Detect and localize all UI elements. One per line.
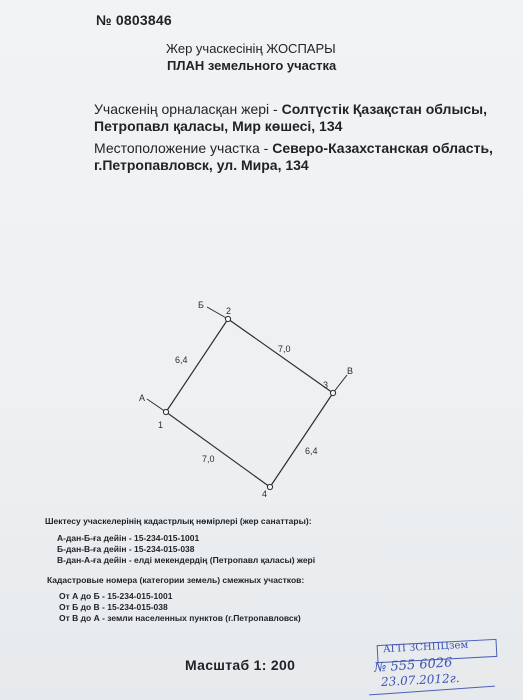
corner-tick-b bbox=[207, 307, 228, 319]
neighbor-russian-1: От А до Б - 15-234-015-1001 bbox=[59, 591, 173, 601]
plot-vertices bbox=[163, 316, 335, 489]
stamp-date: 23.07.2012г. bbox=[380, 670, 460, 690]
location-kazakh-line-2: Петропавл қаласы, Мир көшесі, 134 bbox=[94, 118, 343, 134]
plan-scale: Масштаб 1: 200 bbox=[185, 657, 296, 673]
location-kazakh-label: Учаскенің орналасқан жері - bbox=[94, 101, 282, 117]
neighbor-kazakh-1: А-дан-Б-ға дейін - 15-234-015-1001 bbox=[57, 533, 200, 543]
neighbors-russian-heading: Кадастровые номера (категории земель) смежных участков: bbox=[47, 575, 305, 585]
vertex-point-1 bbox=[163, 409, 168, 414]
land-plot-plan bbox=[0, 290, 523, 505]
location-russian-line-1 bbox=[94, 140, 493, 157]
location-kazakh-value: Солтүстік Қазақстан облысы, bbox=[281, 101, 488, 117]
side-length-3-4: 6,4 bbox=[305, 446, 318, 456]
side-length-1-2: 6,4 bbox=[175, 355, 188, 365]
corner-tick-v bbox=[333, 375, 347, 393]
location-russian-value: Северо-Казахстанская область, bbox=[272, 140, 493, 156]
document-number: № 0803846 bbox=[96, 12, 172, 28]
vertex-point-3 bbox=[330, 390, 335, 395]
vertex-point-4 bbox=[267, 484, 272, 489]
stamp-number: № 555 6026 bbox=[373, 655, 453, 676]
corner-letter-v: В bbox=[347, 366, 354, 376]
corner-letter-a: А bbox=[139, 393, 146, 403]
title-russian: ПЛАН земельного участка bbox=[167, 58, 337, 73]
stamp-organization: АГП ЗСНПЦзем bbox=[382, 639, 469, 656]
vertex-label-1: 1 bbox=[158, 420, 164, 430]
title-kazakh: Жер учаскесінің ЖОСПАРЫ bbox=[166, 41, 336, 56]
vertex-label-2: 2 bbox=[226, 306, 232, 316]
neighbor-kazakh-2: Б-дан-В-ға дейін - 15-234-015-038 bbox=[57, 544, 195, 554]
vertex-point-2 bbox=[225, 316, 230, 321]
side-length-4-1: 7,0 bbox=[202, 454, 215, 464]
registration-stamp bbox=[369, 640, 509, 692]
corner-tick-a bbox=[147, 399, 166, 412]
neighbor-kazakh-3: В-дан-А-ға дейін - елді мекендердің (Петропавл қаласы) жері bbox=[57, 555, 316, 565]
neighbors-kazakh-heading: Шектесу учаскелерінің кадастрлық нөмірлері (жер санаттары): bbox=[45, 516, 312, 526]
location-russian-label: Местоположение участка - bbox=[94, 140, 273, 156]
vertex-label-4: 4 bbox=[262, 489, 268, 499]
neighbor-russian-2: От Б до В - 15-234-015-038 bbox=[59, 602, 168, 612]
location-kazakh-line-1 bbox=[94, 101, 487, 118]
corner-letter-b: Б bbox=[198, 300, 204, 310]
neighbor-russian-3: От В до А - земли населенных пунктов (г.Петропавловск) bbox=[59, 613, 301, 623]
vertex-label-3: 3 bbox=[323, 380, 329, 390]
side-length-2-3: 7,0 bbox=[278, 344, 291, 354]
location-russian-line-2: г.Петропавловск, ул. Мира, 134 bbox=[94, 157, 309, 173]
plot-boundary bbox=[166, 319, 333, 487]
